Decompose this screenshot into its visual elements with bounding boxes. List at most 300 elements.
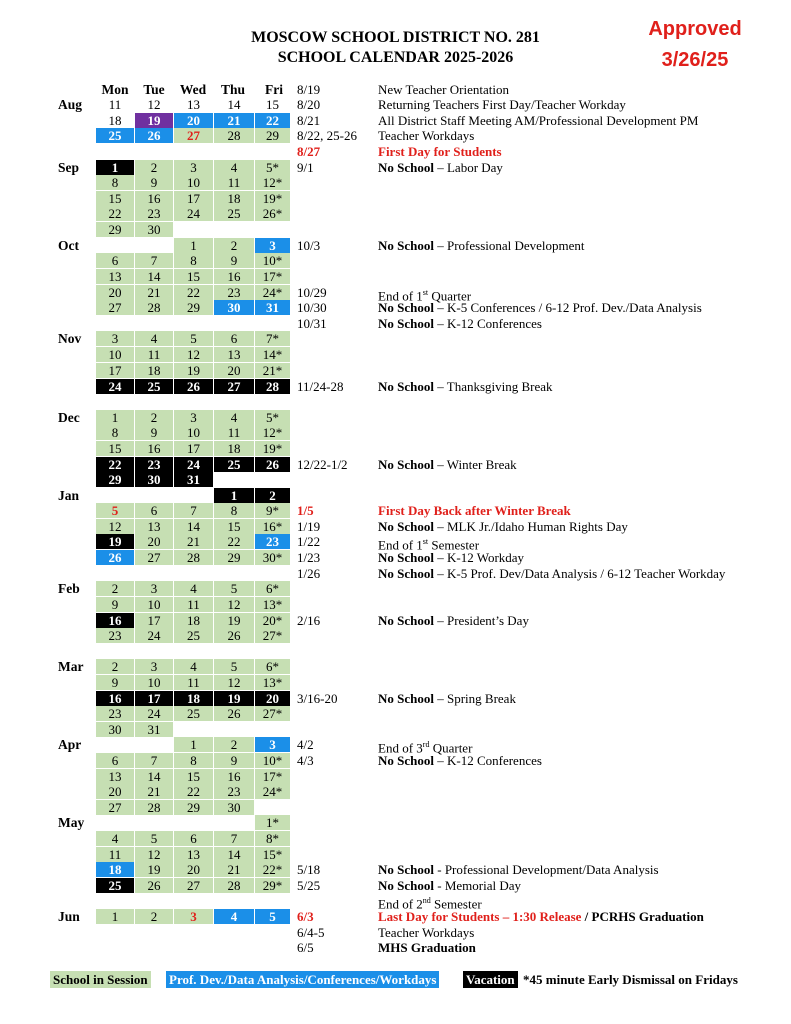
calendar-day-cell: 20 — [174, 862, 213, 877]
event-date: 5/25 — [297, 878, 321, 893]
calendar-day-cell: 23 — [135, 206, 173, 221]
event-description: – K-5 Prof. Dev/Data Analysis / 6-12 Teacher Workday — [433, 566, 726, 581]
event-description: – MLK Jr./Idaho Human Rights Day — [433, 519, 628, 534]
calendar-day-cell: 29 — [255, 128, 290, 143]
weekday-tue: Tue — [143, 82, 165, 97]
calendar-day-cell: 17 — [135, 613, 173, 628]
calendar-day-cell: 13 — [214, 347, 254, 362]
no-school-label: No School — [378, 379, 434, 394]
event-description: Semester — [428, 537, 480, 553]
event-text — [378, 316, 542, 331]
calendar-day-cell: 17* — [255, 769, 290, 784]
calendar-day-cell: 31 — [135, 722, 173, 737]
calendar-day-cell: 23 — [214, 784, 254, 799]
calendar-day-cell: 29* — [255, 878, 290, 893]
event-description: End of 2 — [378, 896, 423, 912]
event-date: 1/22 — [297, 534, 321, 549]
no-school-label: No School — [378, 613, 434, 628]
calendar-day-cell: 24 — [135, 706, 173, 721]
event-date: 4/2 — [297, 737, 314, 752]
calendar-day-cell: 10* — [255, 753, 290, 768]
calendar-day-cell: 30 — [96, 722, 134, 737]
event-date: 8/21 — [297, 113, 321, 128]
calendar-day-cell: 12* — [255, 425, 290, 440]
event-text — [378, 613, 529, 628]
calendar-day-cell: 9 — [214, 753, 254, 768]
calendar-day-cell: 23 — [96, 628, 134, 643]
calendar-day-cell: 12 — [214, 597, 254, 612]
calendar-day-cell: 13 — [135, 519, 173, 534]
calendar-day-cell: 4 — [214, 160, 254, 175]
calendar-day-cell: 7* — [255, 331, 290, 346]
no-school-label: No School — [378, 691, 434, 706]
calendar-day-cell: 5 — [96, 503, 134, 518]
calendar-day-cell: 20 — [214, 363, 254, 378]
event-description: – K-5 Conferences / 6-12 Prof. Dev./Data Analysis — [433, 300, 702, 315]
calendar-day-cell: 25 — [174, 628, 213, 643]
calendar-day-cell: 1 — [174, 238, 213, 253]
calendar-day-cell: 19 — [214, 691, 254, 706]
calendar-day-cell: 3 — [174, 909, 213, 924]
month-jan: Jan — [58, 488, 80, 503]
month-feb: Feb — [58, 581, 80, 596]
calendar-day-cell: 5* — [255, 160, 290, 175]
calendar-day-cell: 9 — [214, 253, 254, 268]
calendar-day-cell: 24 — [174, 457, 213, 472]
calendar-day-cell: 26 — [214, 628, 254, 643]
calendar-day-cell: 6 — [96, 753, 134, 768]
calendar-day-cell: 7 — [135, 753, 173, 768]
calendar-day-cell: 16 — [135, 191, 173, 206]
calendar-day-cell: 16 — [214, 269, 254, 284]
event-text — [378, 238, 585, 253]
calendar-day-cell: 20* — [255, 613, 290, 628]
event-text: Returning Teachers First Day/Teacher Workday — [378, 97, 626, 112]
calendar-day-cell: 21 — [135, 285, 173, 300]
calendar-day-cell: 30 — [135, 222, 173, 237]
calendar-day-cell: 2 — [96, 659, 134, 674]
calendar-day-cell: 8 — [96, 175, 134, 190]
event-text: First Day for Students — [378, 144, 502, 159]
calendar-day-cell: 24 — [135, 628, 173, 643]
calendar-day-cell: 24 — [174, 206, 213, 221]
no-school-label: No School — [378, 300, 434, 315]
approved-date: 3/26/25 — [661, 49, 729, 71]
calendar-day-cell: 21 — [174, 534, 213, 549]
calendar-day-cell: 18 — [135, 363, 173, 378]
no-school-label: No School — [378, 753, 434, 768]
event-description: End of 3 — [378, 740, 423, 756]
event-text — [378, 379, 553, 394]
month-oct: Oct — [58, 238, 79, 253]
calendar-day-cell: 13 — [96, 269, 134, 284]
event-text: Teacher Workdays — [378, 925, 475, 940]
calendar-day-cell: 21 — [214, 862, 254, 877]
event-description: – Spring Break — [433, 691, 516, 706]
calendar-day-cell: 29 — [96, 472, 134, 487]
calendar-day-cell: 1 — [214, 488, 254, 503]
calendar-day-cell: 12* — [255, 175, 290, 190]
calendar-day-cell: 25 — [135, 379, 173, 394]
last-day-label: Last Day for Students – 1:30 Release — [378, 909, 582, 924]
calendar-day-cell: 28 — [255, 379, 290, 394]
calendar-day-cell: 2 — [255, 488, 290, 503]
calendar-day-cell: 19 — [135, 862, 173, 877]
calendar-day-cell: 6 — [214, 331, 254, 346]
calendar-day-cell: 16* — [255, 519, 290, 534]
event-text — [378, 753, 542, 768]
event-description: - Professional Development/Data Analysis — [433, 862, 659, 877]
calendar-day-cell: 14 — [214, 847, 254, 862]
calendar-day-cell: 20 — [255, 691, 290, 706]
calendar-day-cell: 1 — [96, 410, 134, 425]
calendar-day-cell: 8 — [96, 425, 134, 440]
ordinal-suffix: rd — [422, 740, 430, 749]
event-date: 5/18 — [297, 862, 321, 877]
calendar-day-cell: 20 — [174, 113, 213, 128]
calendar-day-cell: 17 — [174, 191, 213, 206]
calendar-day-cell: 21* — [255, 363, 290, 378]
event-description: Quarter — [429, 740, 473, 756]
event-text — [378, 519, 628, 534]
event-description: – K-12 Conferences — [433, 316, 542, 331]
event-date: 10/29 — [297, 285, 327, 300]
calendar-day-cell: 4 — [96, 831, 134, 846]
event-text: New Teacher Orientation — [378, 82, 509, 97]
month-jun: Jun — [58, 909, 80, 924]
calendar-day-cell: 22* — [255, 862, 290, 877]
calendar-day-cell: 27* — [255, 628, 290, 643]
calendar-day-cell: 6 — [96, 253, 134, 268]
calendar-day-cell: 29 — [96, 222, 134, 237]
calendar-day-cell: 14 — [135, 769, 173, 784]
legend-vacation: Vacation — [463, 971, 518, 988]
calendar-day-cell: 9 — [135, 175, 173, 190]
calendar-day-cell: 29 — [174, 800, 213, 815]
month-sep: Sep — [58, 160, 80, 175]
calendar-day-cell: 26 — [135, 878, 173, 893]
weekday-wed: Wed — [179, 82, 207, 97]
month-nov: Nov — [58, 331, 82, 346]
event-description: – K-12 Workday — [433, 550, 525, 565]
calendar-day-cell: 19 — [135, 113, 173, 128]
event-description: – President’s Day — [433, 613, 529, 628]
no-school-label: No School — [378, 566, 434, 581]
calendar-day-cell: 17 — [96, 363, 134, 378]
no-school-label: No School — [378, 550, 434, 565]
calendar-day-cell: 11 — [214, 425, 254, 440]
event-text — [378, 909, 704, 924]
event-description: Semester — [430, 896, 482, 912]
calendar-day-cell: 12 — [135, 847, 173, 862]
calendar-day-cell: 12 — [96, 519, 134, 534]
event-date: 1/19 — [297, 519, 321, 534]
calendar-day-cell: 7 — [214, 831, 254, 846]
calendar-day-cell: 6* — [255, 659, 290, 674]
event-date: 10/3 — [297, 238, 321, 253]
calendar-day-cell: 16 — [135, 441, 173, 456]
calendar-day-cell: 30 — [214, 800, 254, 815]
event-text — [378, 457, 517, 472]
no-school-label: No School — [378, 878, 434, 893]
calendar-year-title: SCHOOL CALENDAR 2025-2026 — [277, 49, 514, 66]
calendar-day-cell: 20 — [96, 784, 134, 799]
calendar-day-cell: 3 — [174, 160, 213, 175]
calendar-day-cell: 2 — [96, 581, 134, 596]
calendar-day-cell: 3 — [135, 581, 173, 596]
calendar-day-cell: 5 — [174, 331, 213, 346]
calendar-day-cell: 25 — [214, 206, 254, 221]
calendar-day-cell: 4 — [214, 410, 254, 425]
calendar-day-cell: 13 — [187, 97, 200, 112]
no-school-label: No School — [378, 316, 434, 331]
calendar-day-cell: 18 — [96, 862, 134, 877]
calendar-day-cell: 10 — [174, 175, 213, 190]
calendar-day-cell: 19 — [96, 534, 134, 549]
calendar-day-cell: 10 — [135, 597, 173, 612]
calendar-day-cell: 29 — [174, 300, 213, 315]
calendar-day-cell: 25 — [174, 706, 213, 721]
event-date: 6/5 — [297, 940, 314, 955]
calendar-day-cell: 5* — [255, 410, 290, 425]
calendar-day-cell: 14 — [135, 269, 173, 284]
calendar-day-cell: 14 — [227, 97, 241, 112]
calendar-day-cell: 3 — [255, 737, 290, 752]
calendar-day-cell: 18 — [108, 113, 122, 128]
event-date: 3/16-20 — [297, 691, 338, 706]
calendar-day-cell: 17* — [255, 269, 290, 284]
calendar-day-cell: 10 — [135, 675, 173, 690]
calendar-day-cell: 2 — [135, 160, 173, 175]
calendar-day-cell: 26 — [174, 379, 213, 394]
calendar-day-cell: 13* — [255, 597, 290, 612]
calendar-day-cell: 27 — [96, 300, 134, 315]
calendar-day-cell: 1* — [255, 815, 290, 830]
event-text — [378, 300, 702, 315]
event-description: – Thanksgiving Break — [433, 379, 553, 394]
calendar-day-cell: 22 — [96, 206, 134, 221]
event-date: 8/22, 25-26 — [297, 128, 357, 143]
event-date: 12/22-1/2 — [297, 457, 348, 472]
calendar-day-cell: 19* — [255, 441, 290, 456]
calendar-day-cell: 15 — [174, 269, 213, 284]
calendar-day-cell: 10* — [255, 253, 290, 268]
calendar-day-cell: 22 — [174, 784, 213, 799]
month-dec: Dec — [58, 410, 80, 425]
calendar-day-cell: 23 — [135, 457, 173, 472]
calendar-day-cell: 26* — [255, 206, 290, 221]
calendar-day-cell: 28 — [135, 300, 173, 315]
district-title: MOSCOW SCHOOL DISTRICT NO. 281 — [251, 29, 540, 46]
calendar-day-cell: 9 — [96, 675, 134, 690]
calendar-day-cell: 27 — [96, 800, 134, 815]
calendar-day-cell: 19 — [174, 363, 213, 378]
event-text: Teacher Workdays — [378, 128, 475, 143]
calendar-day-cell: 30* — [255, 550, 290, 565]
event-description: – Labor Day — [433, 160, 503, 175]
event-date: 11/24-28 — [297, 379, 344, 394]
month-mar: Mar — [58, 659, 84, 674]
calendar-day-cell: 9* — [255, 503, 290, 518]
event-date: 8/20 — [297, 97, 321, 112]
calendar-day-cell: 28 — [214, 878, 254, 893]
calendar-day-cell: 11 — [214, 175, 254, 190]
weekday-mon: Mon — [101, 82, 129, 97]
calendar-day-cell: 2 — [135, 410, 173, 425]
calendar-day-cell: 21 — [214, 113, 254, 128]
event-description: Quarter — [428, 288, 472, 304]
calendar-day-cell: 8 — [214, 503, 254, 518]
calendar-day-cell: 12 — [174, 347, 213, 362]
calendar-day-cell: 13* — [255, 675, 290, 690]
calendar-day-cell: 25 — [96, 878, 134, 893]
event-text — [378, 550, 524, 565]
calendar-day-cell: 15 — [266, 97, 279, 112]
calendar-day-cell: 18 — [174, 691, 213, 706]
calendar-day-cell: 5 — [255, 909, 290, 924]
calendar-day-cell: 22 — [96, 457, 134, 472]
calendar-day-cell: 10 — [96, 347, 134, 362]
calendar-day-cell: 18 — [174, 613, 213, 628]
calendar-day-cell: 30 — [214, 300, 254, 315]
calendar-day-cell: 3 — [255, 238, 290, 253]
calendar-day-cell: 24* — [255, 285, 290, 300]
calendar-day-cell: 6 — [135, 503, 173, 518]
event-description: End of 1 — [378, 537, 423, 553]
calendar-day-cell: 3 — [135, 659, 173, 674]
calendar-day-cell: 13 — [96, 769, 134, 784]
event-date: 6/3 — [297, 909, 314, 924]
calendar-day-cell: 1 — [96, 160, 134, 175]
month-aug: Aug — [58, 97, 83, 112]
calendar-day-cell: 27 — [174, 878, 213, 893]
calendar-day-cell: 15 — [214, 519, 254, 534]
event-date: 10/30 — [297, 300, 327, 315]
calendar-day-cell: 5 — [214, 659, 254, 674]
calendar-day-cell: 8 — [174, 253, 213, 268]
event-date: 6/4-5 — [297, 925, 325, 940]
calendar-day-cell: 15* — [255, 847, 290, 862]
event-description: – Professional Development — [433, 238, 585, 253]
weekday-fri: Fri — [265, 82, 283, 97]
calendar-day-cell: 19 — [214, 613, 254, 628]
calendar-day-cell: 14 — [174, 519, 213, 534]
event-text — [378, 691, 516, 706]
ordinal-suffix: st — [422, 537, 429, 546]
calendar-day-cell: 17 — [135, 691, 173, 706]
calendar-day-cell: 7 — [135, 253, 173, 268]
event-description: – Winter Break — [433, 457, 517, 472]
calendar-day-cell: 11 — [174, 675, 213, 690]
event-date: 1/26 — [297, 566, 321, 581]
event-text: All District Staff Meeting AM/Professional Development PM — [378, 113, 699, 128]
calendar-day-cell: 1 — [174, 737, 213, 752]
weekday-thu: Thu — [220, 82, 246, 97]
calendar-day-cell: 28 — [174, 550, 213, 565]
calendar-day-cell: 7 — [174, 503, 213, 518]
calendar-day-cell: 28 — [214, 128, 254, 143]
calendar-day-cell: 26 — [96, 550, 134, 565]
legend-prof-dev: Prof. Dev./Data Analysis/Conferences/Workdays — [166, 971, 439, 988]
calendar-day-cell: 10 — [174, 425, 213, 440]
calendar-day-cell: 28 — [135, 800, 173, 815]
calendar-day-cell: 31 — [174, 472, 213, 487]
calendar-day-cell: 20 — [96, 285, 134, 300]
calendar-day-cell: 14* — [255, 347, 290, 362]
calendar-day-cell: 27 — [135, 550, 173, 565]
calendar-day-cell: 12 — [214, 675, 254, 690]
calendar-day-cell: 11 — [96, 847, 134, 862]
calendar-day-cell: 23 — [96, 706, 134, 721]
calendar-day-cell: 3 — [96, 331, 134, 346]
calendar-day-cell: 4 — [214, 909, 254, 924]
calendar-day-cell: 4 — [174, 659, 213, 674]
month-may: May — [58, 815, 85, 830]
calendar-day-cell: 13 — [174, 847, 213, 862]
calendar-day-cell: 6* — [255, 581, 290, 596]
calendar-day-cell: 16 — [96, 691, 134, 706]
calendar-day-cell: 15 — [96, 191, 134, 206]
calendar-day-cell: 11 — [108, 97, 122, 112]
event-text — [378, 878, 521, 893]
event-date: 8/27 — [297, 144, 321, 159]
calendar-day-cell: 25 — [214, 457, 254, 472]
event-date: 4/3 — [297, 753, 314, 768]
calendar-day-cell: 31 — [255, 300, 290, 315]
calendar-day-cell: 18 — [214, 191, 254, 206]
calendar-day-cell: 26 — [214, 706, 254, 721]
calendar-day-cell: 11 — [174, 597, 213, 612]
calendar-day-cell: 9 — [96, 597, 134, 612]
calendar-day-cell: 15 — [174, 769, 213, 784]
month-apr: Apr — [58, 737, 82, 752]
event-text — [378, 160, 503, 175]
event-date: 2/16 — [297, 613, 321, 628]
calendar-day-cell: 1 — [96, 909, 134, 924]
calendar-day-cell: 2 — [135, 909, 173, 924]
calendar-day-cell: 24* — [255, 784, 290, 799]
calendar-day-cell: 8 — [174, 753, 213, 768]
no-school-label: No School — [378, 457, 434, 472]
calendar-day-cell: 4 — [174, 581, 213, 596]
calendar-day-cell: 2 — [214, 737, 254, 752]
calendar-day-cell: 15 — [96, 441, 134, 456]
calendar-day-cell: 22 — [214, 534, 254, 549]
calendar-day-cell: 25 — [96, 128, 134, 143]
no-school-label: No School — [378, 862, 434, 877]
calendar-day-cell: 16 — [96, 613, 134, 628]
calendar-day-cell: 11 — [135, 347, 173, 362]
no-school-label: No School — [378, 519, 434, 534]
calendar-day-cell: 22 — [255, 113, 290, 128]
no-school-label: No School — [378, 160, 434, 175]
event-text — [378, 862, 659, 877]
calendar-day-cell: 27 — [214, 379, 254, 394]
event-description: End of 1 — [378, 288, 423, 304]
calendar-day-cell: 16 — [214, 769, 254, 784]
calendar-day-cell: 21 — [135, 784, 173, 799]
event-date: 8/19 — [297, 82, 321, 97]
calendar-day-cell: 23 — [214, 285, 254, 300]
calendar-day-cell: 30 — [135, 472, 173, 487]
calendar-day-cell: 8* — [255, 831, 290, 846]
calendar-day-cell: 27 — [174, 128, 213, 143]
calendar-day-cell: 26 — [135, 128, 173, 143]
calendar-day-cell: 12 — [147, 97, 161, 112]
ordinal-suffix: st — [422, 288, 429, 297]
calendar-day-cell: 6 — [174, 831, 213, 846]
calendar-day-cell: 9 — [135, 425, 173, 440]
